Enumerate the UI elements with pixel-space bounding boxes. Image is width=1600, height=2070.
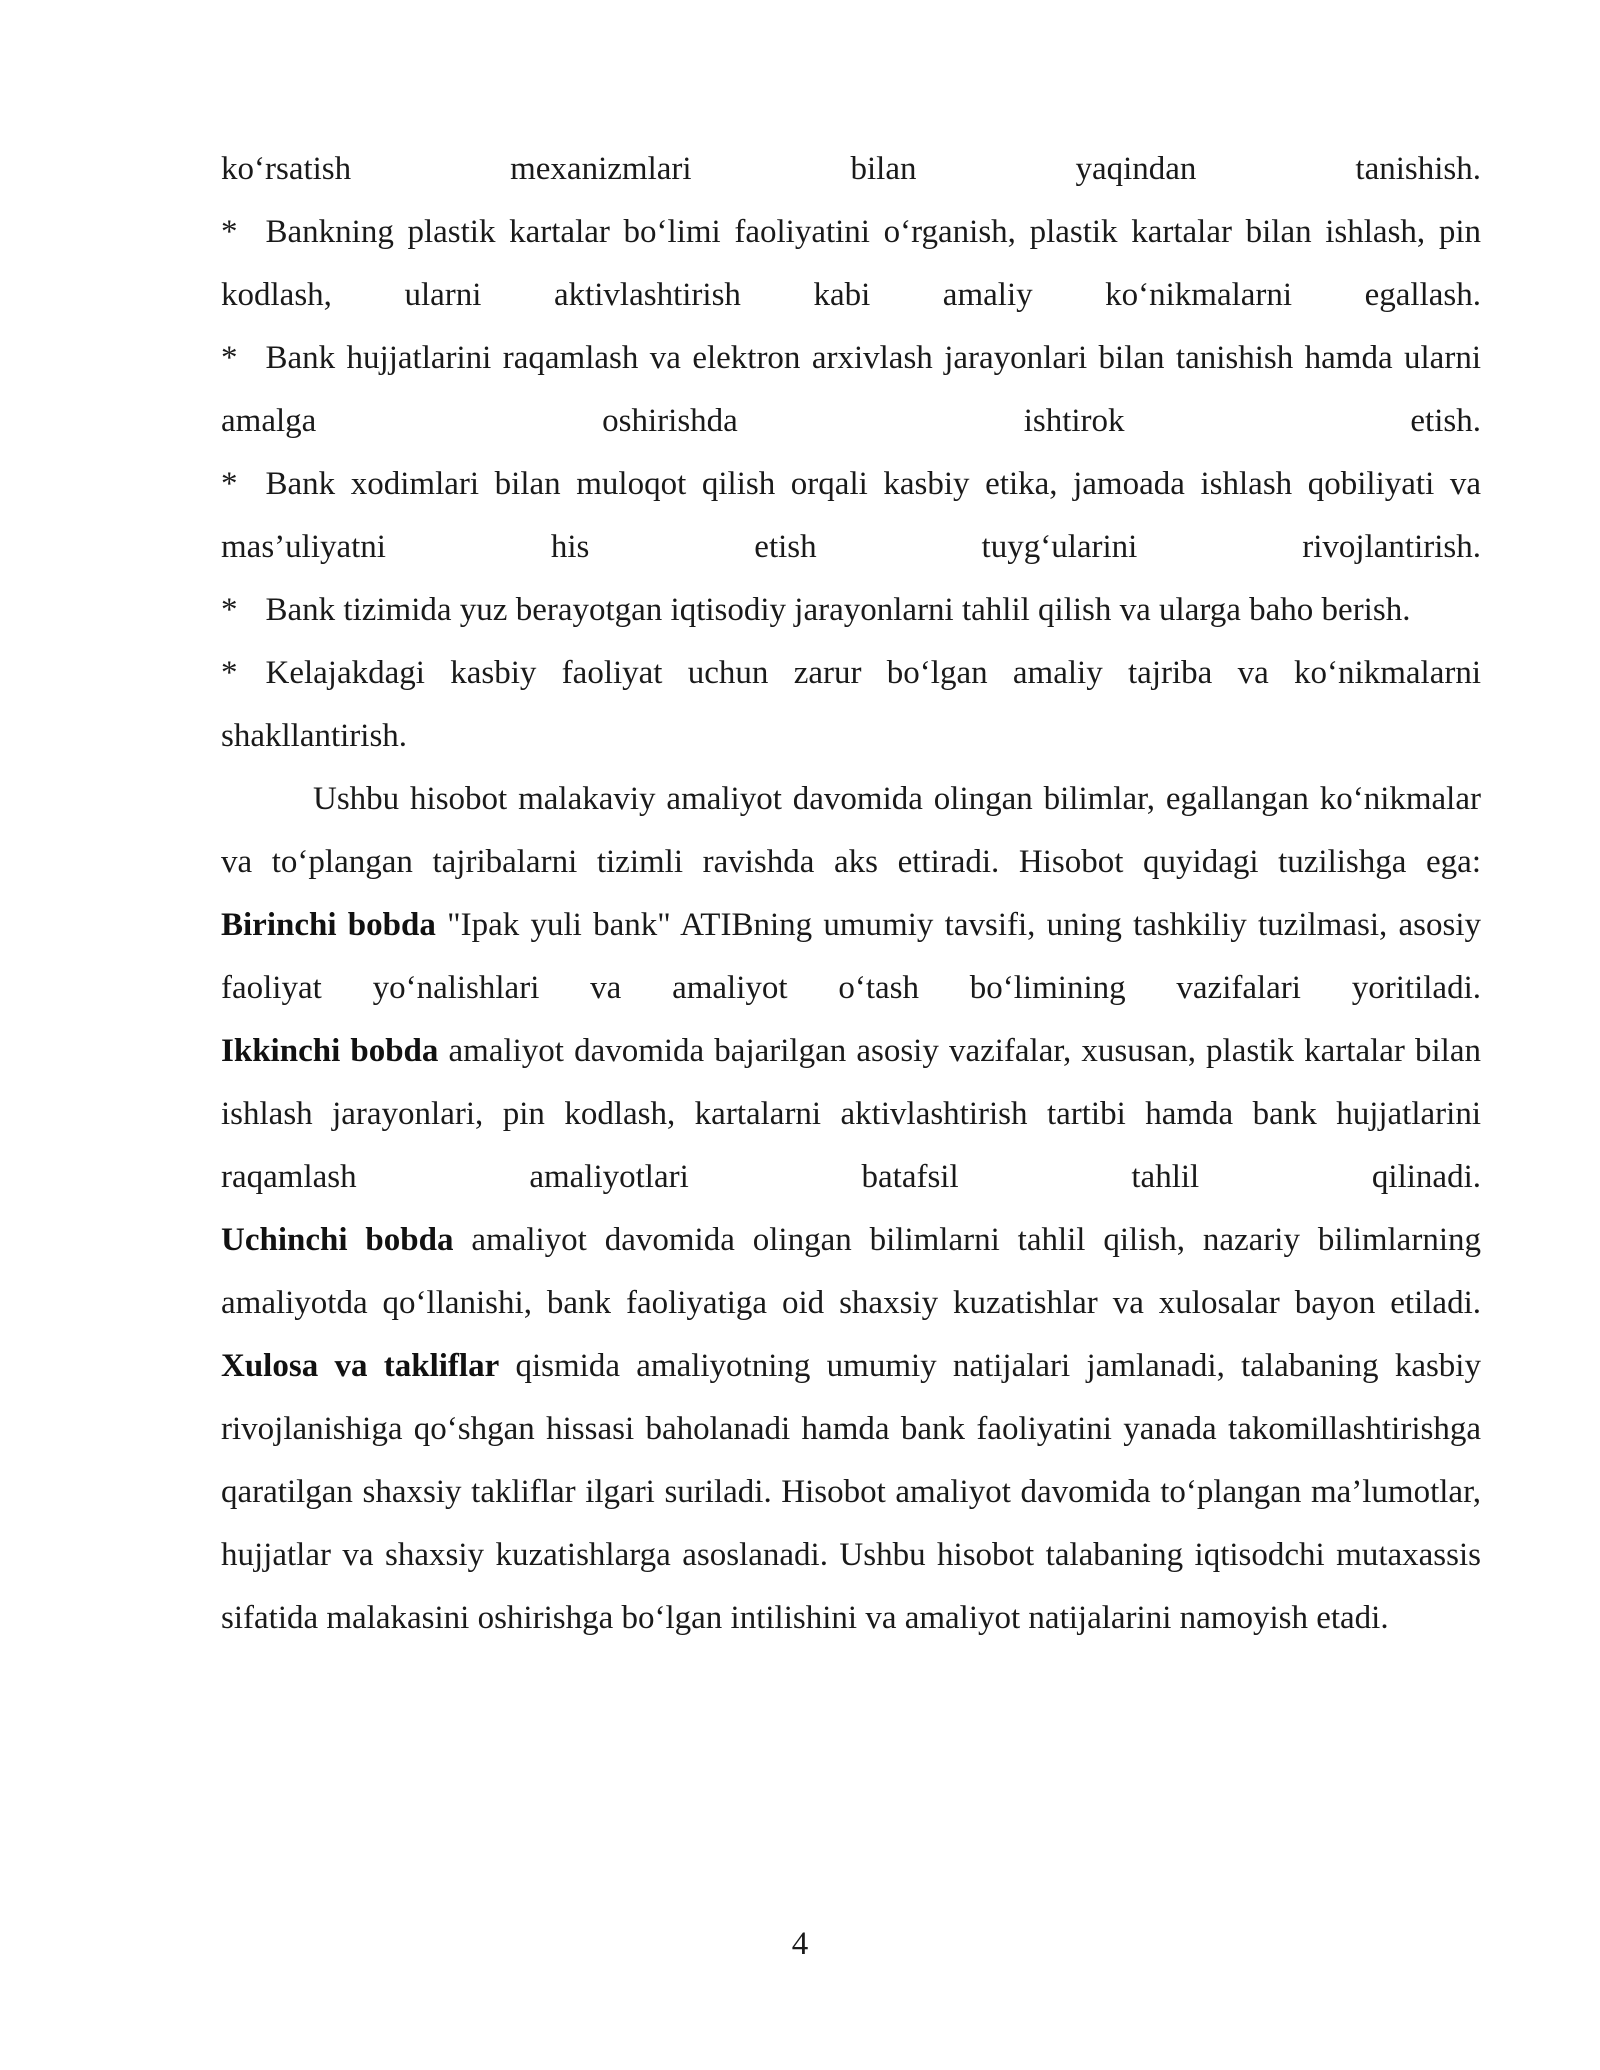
bullet-marker: * [221, 214, 238, 250]
page-number: 4 [791, 1926, 809, 1962]
chapter-3-text: amaliyot davomida olingan bilimlarni tahlil qilish, nazariy bilimlarning amaliyotda qo‘llanishi, bank faoliyatiga oid shaxsiy kuzatishlar va xulosalar bayon etiladi. [221, 1222, 1481, 1321]
chapter-3-paragraph [221, 1209, 1481, 1335]
conclusion-paragraph [221, 1335, 1481, 1650]
bullet-marker: * [221, 592, 238, 628]
continuation-text: ko‘rsatish mexanizmlari bilan yaqindan tanishish. [221, 151, 1481, 187]
chapter-1-paragraph [221, 894, 1481, 1020]
intro-text: Ushbu hisobot malakaviy amaliyot davomida olingan bilimlar, egallangan ko‘nikmalar va to‘plangan tajribalarni tizimli ravishda aks ettiradi. Hisobot quyidagi tuzilishga ega: [221, 781, 1481, 880]
chapter-2-text: amaliyot davomida bajarilgan asosiy vazifalar, xususan, plastik kartalar bilan ishlash jarayonlari, pin kodlash, kartalarni aktivlashtirish tartibi hamda bank hujjatlarini raqamlash amaliyotlari batafsil tahlil qilinadi. [221, 1033, 1481, 1195]
bullet-text: Bank tizimida yuz berayotgan iqtisodiy jarayonlarni tahlil qilish va ularga baho berish. [265, 592, 1411, 628]
intro-paragraph [221, 768, 1481, 894]
bullet-item [221, 327, 1481, 453]
bullet-text: Bankning plastik kartalar bo‘limi faoliyatini o‘rganish, plastik kartalar bilan ishlash, pin kodlash, ularni aktivlashtirish kabi amaliy ko‘nikmalarni egallash. [221, 214, 1481, 313]
chapter-1-text: "Ipak yuli bank" ATIBning umumiy tavsifi, uning tashkiliy tuzilmasi, asosiy faoliyat yo‘nalishlari va amaliyot o‘tash bo‘limining vazifalari yoritiladi. [221, 907, 1481, 1006]
bullet-text: Bank xodimlari bilan muloqot qilish orqali kasbiy etika, jamoada ishlash qobiliyati va mas’uliyatni his etish tuyg‘ularini rivojlantirish. [221, 466, 1481, 565]
bullet-marker: * [221, 466, 238, 502]
chapter-2-heading: Ikkinchi bobda [221, 1033, 439, 1069]
chapter-1-heading: Birinchi bobda [221, 907, 436, 943]
bullet-text: Bank hujjatlarini raqamlash va elektron arxivlash jarayonlari bilan tanishish hamda ularni amalga oshirishda ishtirok etish. [221, 340, 1481, 439]
bullet-marker: * [221, 340, 238, 376]
bullet-item [221, 453, 1481, 579]
body-text [221, 138, 1481, 1650]
bullet-text: Kelajakdagi kasbiy faoliyat uchun zarur bo‘lgan amaliy tajriba va ko‘nikmalarni shakllantirish. [221, 655, 1481, 754]
chapter-2-paragraph [221, 1020, 1481, 1209]
chapter-3-heading: Uchinchi bobda [221, 1222, 454, 1258]
bullet-item [221, 579, 1481, 642]
bullet-item [221, 642, 1481, 768]
conclusion-heading: Xulosa va takliflar [221, 1348, 500, 1384]
paragraph-continuation [221, 138, 1481, 201]
bullet-item [221, 201, 1481, 327]
bullet-marker: * [221, 655, 238, 691]
conclusion-text: qismida amaliyotning umumiy natijalari jamlanadi, talabaning kasbiy rivojlanishiga qo‘shgan hissasi baholanadi hamda bank faoliyatini yanada takomillashtirishga qaratilgan shaxsiy takliflar ilgari suriladi. Hisobot amaliyot davomida to‘plangan ma’lumotlar, hujjatlar va shaxsiy kuzatishlarga asoslanadi. Ushbu hisobot talabaning iqtisodchi mutaxassis sifatida malakasini oshirishga bo‘lgan intilishini va amaliyot natijalarini namoyish etadi. [221, 1348, 1481, 1636]
